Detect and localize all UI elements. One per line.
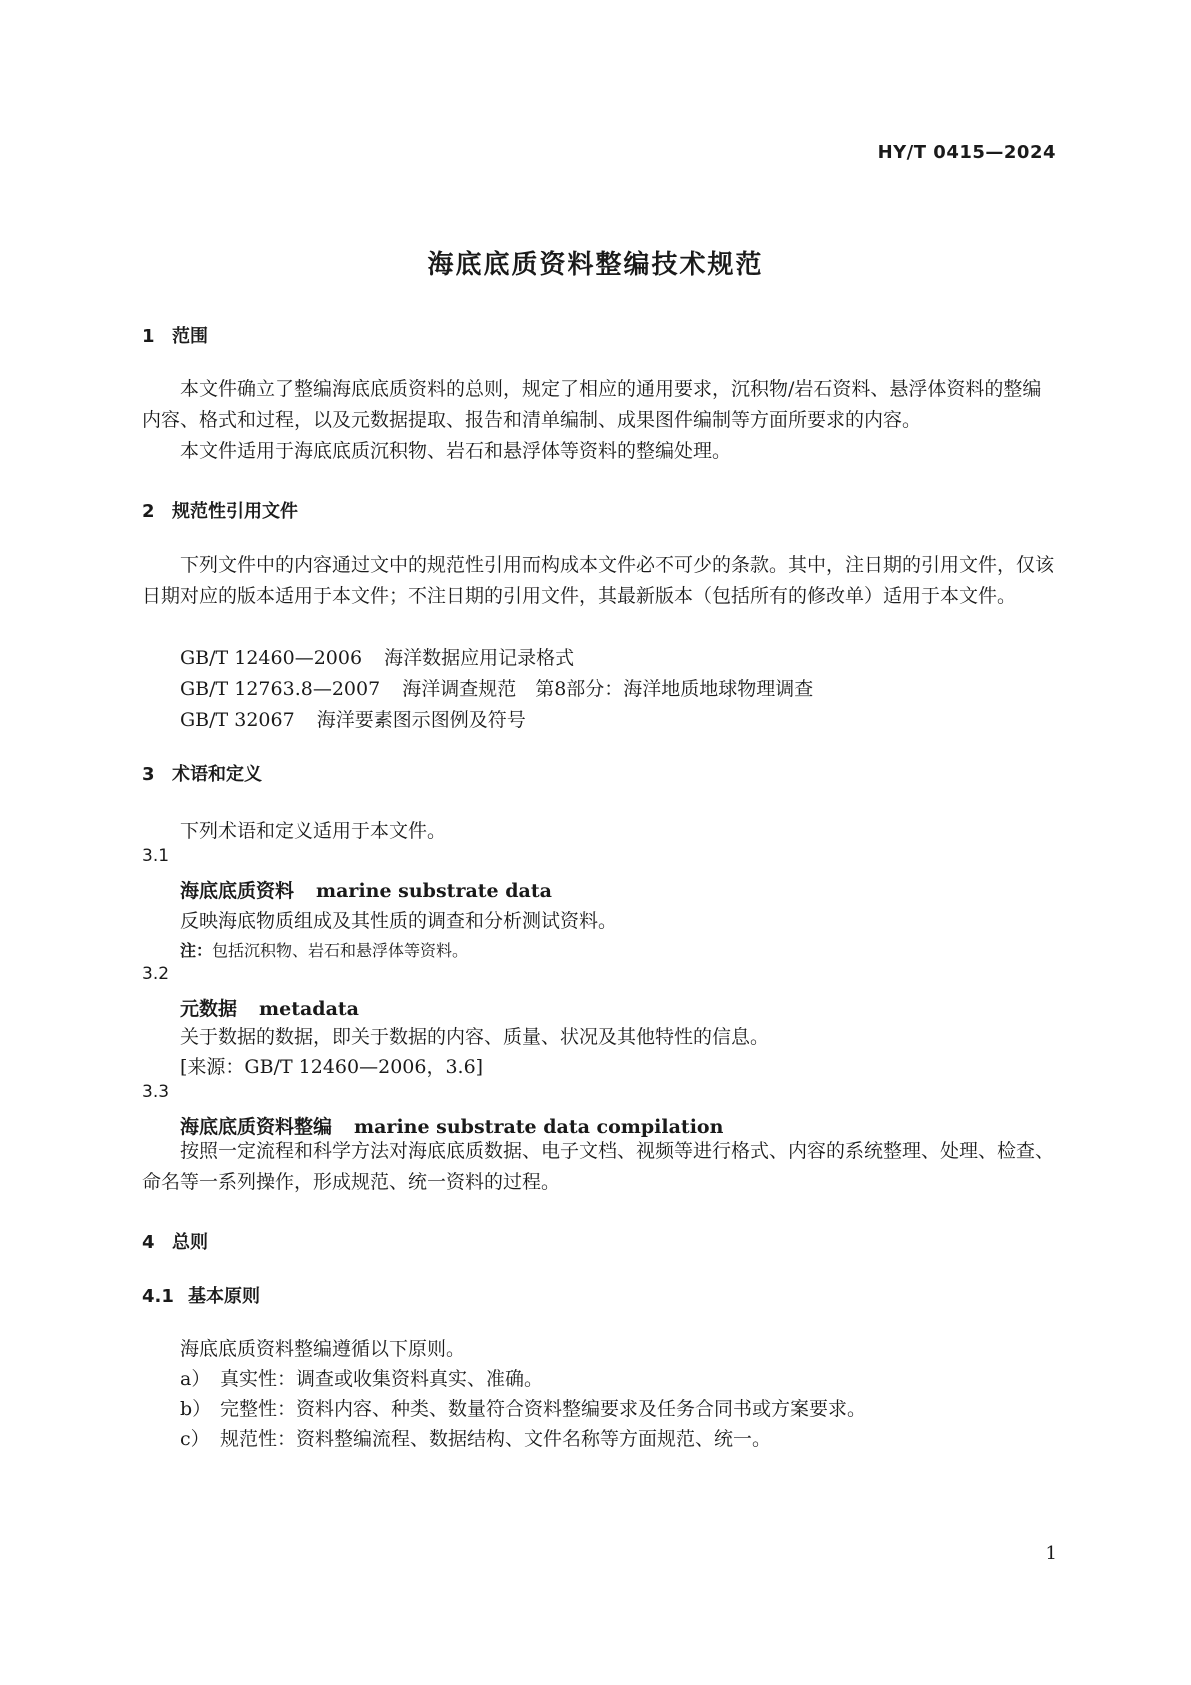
list-item-label: c） [180,1428,210,1450]
term-entry [180,994,359,1021]
list-item-text: 完整性：资料内容、种类、数量符合资料整编要求及任务合同书或方案要求。 [220,1398,867,1420]
note-text: 包括沉积物、岩石和悬浮体等资料。 [212,941,469,960]
section-1-heading [142,322,208,348]
note-label: 注： [180,941,213,960]
subsection-number: 4.1 [142,1286,174,1307]
term-english: marine substrate data [316,880,552,902]
term-entry [180,876,552,903]
term-english: metadata [259,998,359,1020]
list-item [180,1424,771,1451]
page-number: 1 [1045,1543,1057,1564]
section-title: 范围 [172,326,208,347]
list-item [180,1394,866,1421]
section-3-heading [142,760,262,786]
section-title: 总则 [172,1232,208,1253]
term-english: marine substrate data compilation [354,1116,724,1138]
section-4-heading [142,1228,208,1254]
normative-reference [180,643,574,670]
document-number: HY/T 0415—2024 [877,142,1056,163]
term-number: 3.2 [142,964,170,984]
subsection-title: 基本原则 [188,1286,260,1307]
document-title: 海底底质资料整编技术规范 [427,250,764,280]
normative-reference [180,705,526,732]
section-2-paragraph: 下列文件中的内容通过文中的规范性引用而构成本文件必不可少的条款。其中，注日期的引用文件，仅该日期对应的版本适用于本文件；不注日期的引用文件，其最新版本（包括所有的修改单）适用于本文件。 [142,554,1055,607]
term-note [180,938,468,961]
list-item-label: a） [180,1368,211,1390]
section-number: 1 [142,326,155,347]
section-1-paragraph-1: 本文件确立了整编海底底质资料的总则，规定了相应的通用要求，沉积物/岩石资料、悬浮体资料的整编内容、格式和过程，以及元数据提取、报告和清单编制、成果图件编制等方面所要求的内容。 [142,378,1042,431]
term-number: 3.1 [142,846,170,866]
reference-title: 海洋调查规范 第8部分：海洋地质地球物理调查 [402,678,814,700]
term-entry [180,1112,723,1139]
reference-code: GB/T 32067 [180,709,295,731]
section-title: 规范性引用文件 [172,501,298,522]
reference-title: 海洋数据应用记录格式 [384,647,575,669]
reference-code: GB/T 12460—2006 [180,647,363,669]
reference-code: GB/T 12763.8—2007 [180,678,381,700]
section-title: 术语和定义 [172,764,262,785]
subsection-4-1-heading [142,1282,260,1308]
list-item-text: 真实性：调查或收集资料真实、准确。 [220,1368,544,1390]
section-3-intro: 下列术语和定义适用于本文件。 [180,820,447,842]
term-source: [来源：GB/T 12460—2006，3.6] [180,1056,484,1078]
term-chinese: 元数据 [180,998,238,1020]
term-definition: 按照一定流程和科学方法对海底底质数据、电子文档、视频等进行格式、内容的系统整理、处理、检查、命名等一系列操作，形成规范、统一资料的过程。 [142,1140,1055,1193]
term-number: 3.3 [142,1082,170,1102]
term-definition: 关于数据的数据，即关于数据的内容、质量、状况及其他特性的信息。 [180,1026,770,1048]
term-chinese: 海底底质资料整编 [180,1116,333,1138]
list-item-label: b） [180,1398,212,1420]
list-item-text: 规范性：资料整编流程、数据结构、文件名称等方面规范、统一。 [220,1428,772,1450]
term-definition: 反映海底物质组成及其性质的调查和分析测试资料。 [180,910,618,932]
term-chinese: 海底底质资料 [180,880,295,902]
section-1-paragraph-2: 本文件适用于海底底质沉积物、岩石和悬浮体等资料的整编处理。 [180,440,732,462]
normative-reference [180,674,813,701]
section-number: 3 [142,764,155,785]
section-number: 4 [142,1232,155,1253]
section-2-heading [142,497,298,523]
subsection-intro: 海底底质资料整编遵循以下原则。 [180,1338,466,1360]
reference-title: 海洋要素图示图例及符号 [316,709,526,731]
section-number: 2 [142,501,155,522]
list-item [180,1364,543,1391]
